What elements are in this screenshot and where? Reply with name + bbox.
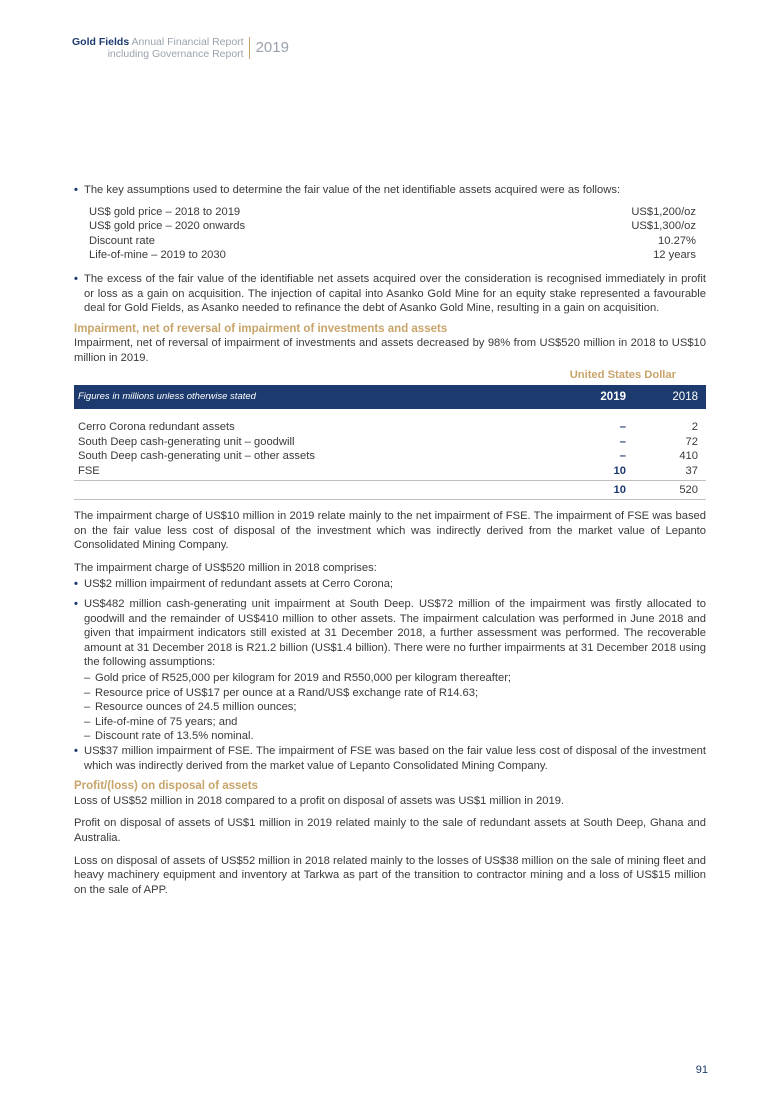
assumption-label: US$ gold price – 2020 onwards (89, 220, 246, 233)
assumption-label: US$ gold price – 2018 to 2019 (89, 205, 241, 218)
total-2018: 520 (679, 483, 698, 496)
table-total-row (74, 481, 706, 501)
disposal-paragraph-3: Loss on disposal of assets of US$52 million in 2018 related mainly to the losses of US$38 million on the sale of mining fleet and heavy machinery equipment and inventory at Tarkwa as part of the transition to contractor mining and a loss of US$15 million on the sale of APP. (74, 854, 706, 896)
row-value-2019: – (619, 450, 626, 463)
assumption-label: Discount rate (89, 234, 155, 247)
impairment-table-header (74, 385, 706, 409)
page-content (74, 183, 706, 905)
assumption-row (89, 248, 696, 263)
south-deep-text: US$482 million cash-generating unit impairment at South Deep. US$72 million of the impairment was firstly allocated to goodwill and the remainder of US$410 million to other assets. The impairment calculation was performed in June 2018 and given that impairment indicators still existed at 31 December 2018, a further assessment was performed. The recoverable amount at 31 December 2018 is R21.2 billion (US$1.4 billion). There were no further impairments at 31 December 2018 using the following assumptions: (84, 598, 706, 669)
total-label (78, 483, 576, 498)
south-deep-assumption: – Life-of-mine of 75 years; and (84, 715, 706, 730)
column-2018: 2018 (672, 390, 698, 403)
impairment-table-body (74, 409, 706, 480)
excess-list (74, 272, 706, 316)
table-row (78, 435, 698, 450)
disposal-paragraph-2: Profit on disposal of assets of US$1 million in 2019 related mainly to the sale of redundant assets at South Deep, Ghana and Australia. (74, 817, 706, 844)
impairment-bullet-cerro-corona: • US$2 million impairment of redundant assets at Cerro Corona; (74, 577, 706, 592)
impairment-section (74, 322, 706, 773)
table-row (78, 420, 698, 435)
impairment-paragraph-2019: The impairment charge of US$10 million in 2019 relate mainly to the net impairment of FSE. The impairment of FSE was based on the fair value less cost of disposal of the investment which was indirectly derived from the market value of Lepanto Consolidated Mining Company. (74, 510, 706, 552)
row-value-2019: – (619, 435, 626, 448)
table-header-label: Figures in millions unless otherwise stated (78, 390, 256, 402)
assumption-value: US$1,300/oz (631, 220, 696, 233)
row-label: FSE (78, 464, 100, 477)
assumption-value: 10.27% (658, 234, 696, 247)
assumption-value: US$1,200/oz (631, 205, 696, 218)
table-row (78, 464, 698, 479)
impairment-paragraph-2018: The impairment charge of US$520 million in 2018 comprises: (74, 561, 377, 574)
row-label: South Deep cash-generating unit – other assets (78, 450, 315, 463)
impairment-2018-list (74, 577, 706, 773)
south-deep-assumption: – Resource ounces of 24.5 million ounces; (84, 700, 706, 715)
row-label: South Deep cash-generating unit – goodwill (78, 435, 295, 448)
assumption-row (89, 219, 696, 234)
table-row (78, 449, 698, 464)
currency-label: United States Dollar (569, 368, 676, 381)
header-divider (249, 37, 250, 59)
south-deep-assumptions (84, 671, 706, 744)
disposal-section (74, 779, 706, 897)
impairment-intro: Impairment, net of reversal of impairment of investments and assets decreased by 98% from US$520 million in 2018 to US$10 million in 2019. (74, 337, 706, 364)
impairment-bullet-fse: • US$37 million impairment of FSE. The impairment of FSE was based on the fair value less cost of disposal of the investment which was indirectly derived from the market value of Lepanto Consolidated Mining Company. (74, 744, 706, 773)
assumption-row (89, 205, 696, 220)
excess-paragraph: • The excess of the fair value of the identifiable net assets acquired over the consideration is recognised immediately in profit or loss as a gain on acquisition. The injection of capital into Asanko Gold Mine for an equity stake represented a favourable deal for Gold Fields, as Asanko needed to refinance the debt of Asanko Gold Mine, resulting in a gain on acquisition. (74, 272, 706, 316)
row-value-2018: 72 (685, 435, 698, 448)
assumptions-intro: • The key assumptions used to determine the fair value of the net identifiable assets acquired were as follows: (74, 183, 706, 198)
impairment-heading: Impairment, net of reversal of impairment of investments and assets (74, 322, 448, 335)
assumption-row (89, 234, 696, 249)
south-deep-assumption: – Gold price of R525,000 per kilogram for 2019 and R550,000 per kilogram thereafter; (84, 671, 706, 686)
report-title-block (72, 37, 244, 60)
assumption-value: 12 years (653, 249, 696, 262)
south-deep-assumption: – Discount rate of 13.5% nominal. (84, 729, 706, 744)
row-value-2019: 10 (613, 464, 626, 477)
assumptions-list (74, 183, 706, 198)
disposal-heading: Profit/(loss) on disposal of assets (74, 780, 259, 793)
brand-name: Gold Fields (72, 36, 130, 48)
report-subtitle: including Governance Report (107, 47, 244, 60)
report-year: 2019 (255, 39, 289, 56)
row-label: Cerro Corona redundant assets (78, 421, 235, 434)
total-2019: 10 (613, 483, 626, 496)
row-value-2018: 410 (679, 450, 698, 463)
row-value-2018: 2 (691, 421, 698, 434)
row-value-2018: 37 (685, 464, 698, 477)
assumption-label: Life-of-mine – 2019 to 2030 (89, 249, 226, 262)
page-number: 91 (695, 1064, 708, 1076)
report-title: Annual Financial Report (131, 36, 244, 48)
column-2019: 2019 (600, 390, 626, 403)
report-header (72, 37, 289, 60)
impairment-bullet-south-deep (74, 597, 706, 744)
disposal-paragraph-1: Loss of US$52 million in 2018 compared to a profit on disposal of assets was US$1 million in 2019. (74, 794, 565, 807)
row-value-2019: – (619, 421, 626, 434)
assumptions-table (89, 205, 696, 263)
south-deep-assumption: – Resource price of US$17 per ounce at a Rand/US$ exchange rate of R14.63; (84, 686, 706, 701)
